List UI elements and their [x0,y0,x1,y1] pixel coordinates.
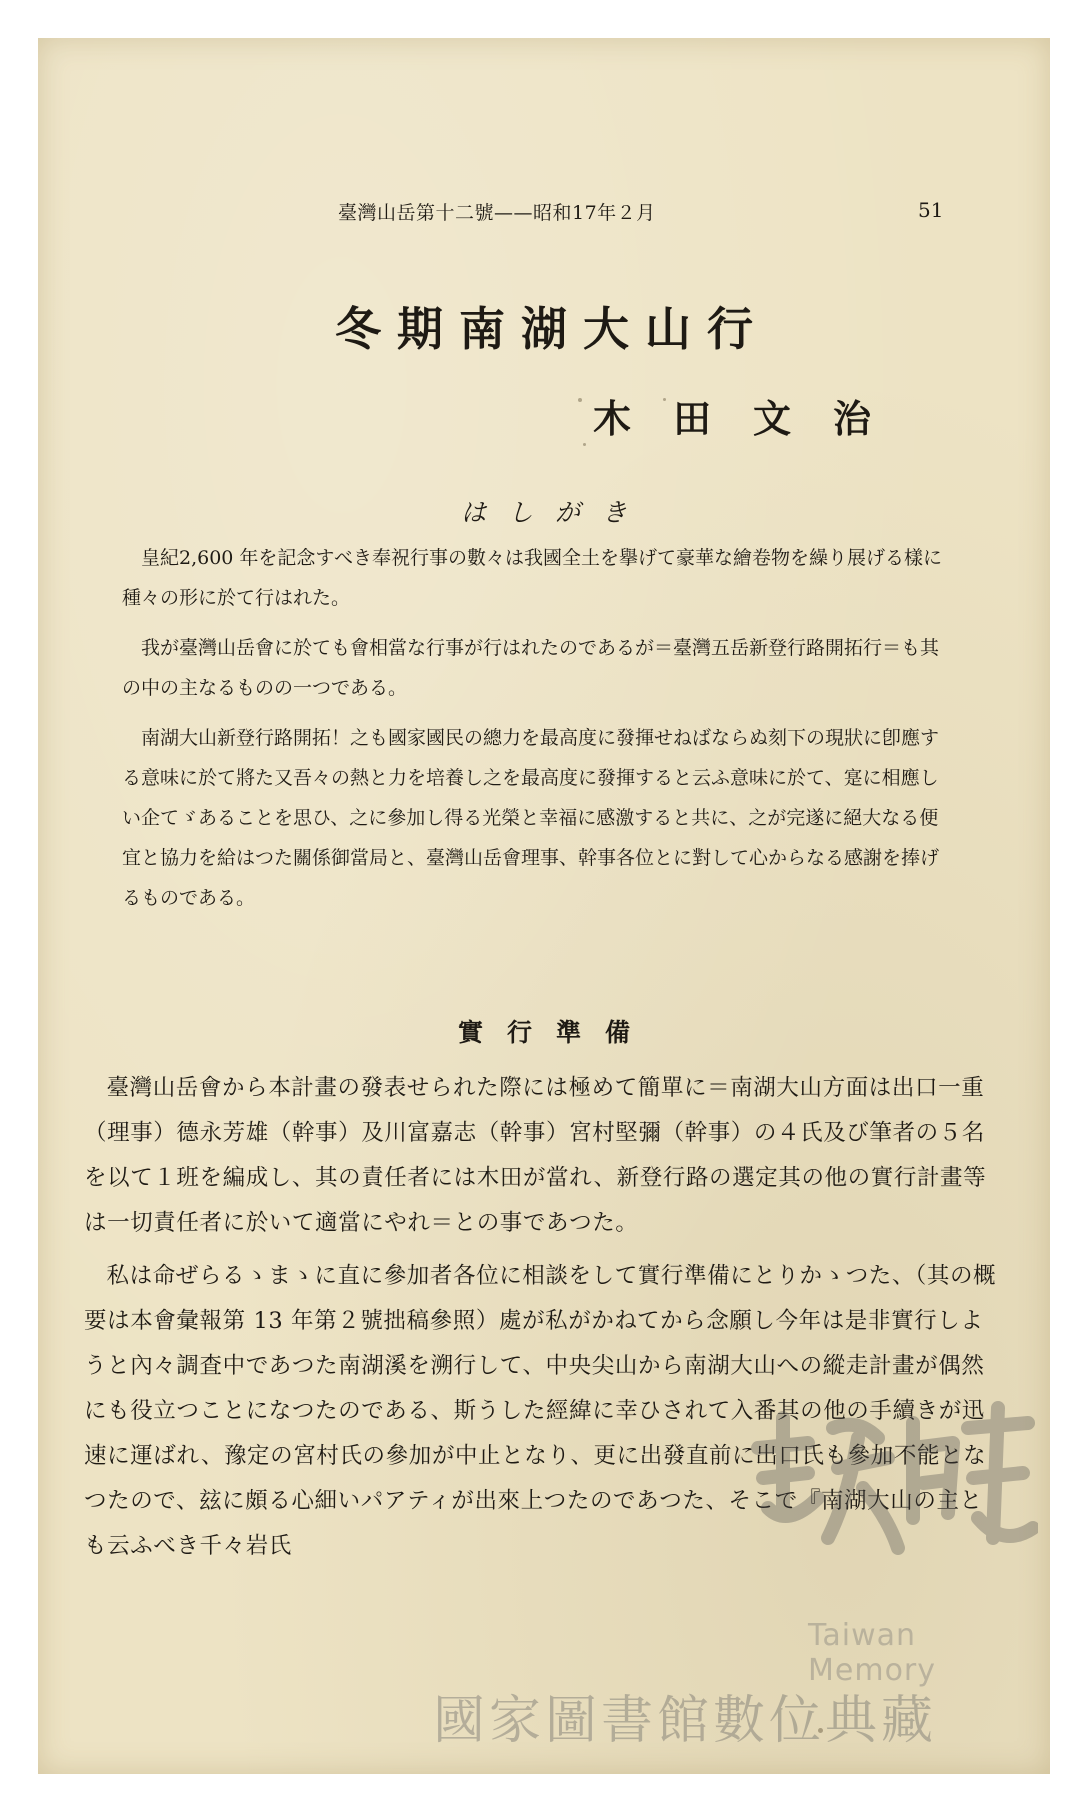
document-page [38,38,1050,1774]
print-speck [583,443,586,446]
page-number: 51 [918,198,944,222]
print-speck [578,398,582,402]
body-paragraph: 私は命ぜらるゝまゝに直に參加者各位に相談をして實行準備にとりかゝつた、（其の概要は本會彙報第 13 年第２號拙稿參照）處が私がかねてから念願し今年は是非實行しようと內々調査中であつた南湖溪を溯行して、中央尖山から南湖大山への縱走計畫が偶然にも役立つことになつたのである、斯うした經緯に幸ひされて入番其の他の手續きが迅速に運ばれ、豫定の宮村氏の參加が中止となり、更に出發直前に出口氏も參加不能となつたので、玆に頗る心細いパアティが出來上つたのであつた、そこで『南湖大山の主とも云ふべき千々岩氏 [84,1263,997,1559]
print-speck [663,398,666,401]
watermark-english: Taiwan Memory [808,1618,937,1688]
watermark-institution: 國家圖書館數位典藏 [433,1691,938,1751]
article-title: 冬期南湖大山行 [335,302,769,356]
taiwan-memory-logo [738,1388,1038,1588]
article-author: 木田文治 [593,396,914,441]
body-paragraph: 臺灣山岳會から本計畫の發表せられた際には極めて簡單に＝南湖大山方面は出口一重（理事）德永芳雄（幹事）及川富嘉志（幹事）宮村堅彌（幹事）の４氏及び筆者の５名を以て１班を編成し、其の責任者には木田が當れ、新登行路の選定其の他の實行計畫等は一切責任者に於いて適當にやれ＝との事であつた。 [84,1075,987,1236]
preface-heading: はしがき [460,498,649,527]
preface-paragraph: 南湖大山新登行路開拓！之も國家國民の總力を最高度に發揮せねばならぬ刻下の現狀に卽應する意味に於て將た又吾々の熱と力を培養し之を最高度に發揮すると云ふ意味に於て、寔に相應しい企てゞあることを思ひ、之に參加し得る光榮と幸福に感激すると共に、之が完遂に絕大なる便宜と協力を給はつた關係御當局と、臺灣山岳會理事、幹事各位とに對して心からなる感謝を捧げるものである。 [122,727,940,909]
preface-paragraph: 我が臺灣山岳會に於ても會相當な行事が行はれたのであるが＝臺灣五岳新登行路開拓行＝も其の中の主なるものの一つである。 [122,637,940,699]
running-head: 臺灣山岳第十二號——昭和17年２月 [338,202,656,224]
section-heading: 實行準備 [457,1018,654,1047]
preface-paragraph: 皇紀2,600 年を記念すべき奉祝行事の數々は我國全土を擧げて豪華な繪卷物を繰り展げる樣に種々の形に於て行はれた。 [122,547,943,609]
preface-body [122,538,952,928]
